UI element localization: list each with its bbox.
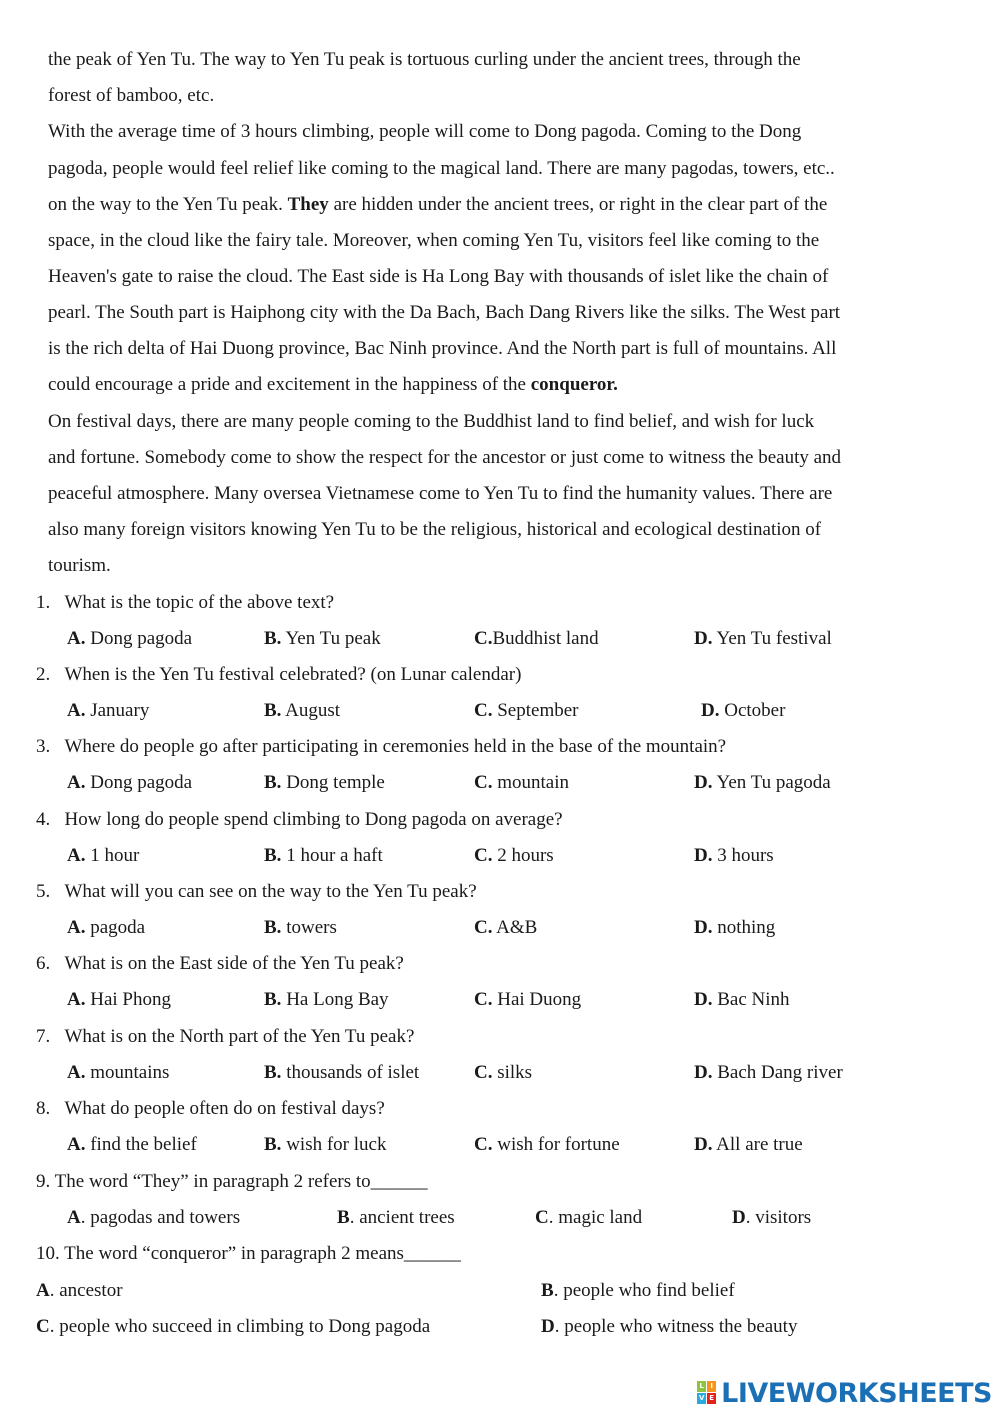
option-10a[interactable]: A. ancestor	[36, 1280, 123, 1301]
option-8a[interactable]: A. find the belief	[67, 1134, 197, 1155]
passage-line: is the rich delta of Hai Duong province, Bac Ninh province. And the North part is full of mountains. All	[48, 338, 837, 359]
passage-line: Heaven's gate to raise the cloud. The East side is Ha Long Bay with thousands of islet like the chain of	[48, 266, 829, 287]
passage-line: the peak of Yen Tu. The way to Yen Tu peak is tortuous curling under the ancient trees, through the	[48, 49, 801, 70]
option-1a[interactable]: A. Dong pagoda	[67, 628, 193, 649]
question-6: 6. What is on the East side of the Yen Tu peak?	[36, 953, 404, 974]
highlight-word: conqueror.	[530, 374, 618, 395]
option-3a[interactable]: A. Dong pagoda	[67, 772, 193, 793]
option-8d[interactable]: D. All are true	[694, 1134, 803, 1155]
question-4: 4. How long do people spend climbing to Dong pagoda on average?	[36, 809, 563, 830]
option-2d[interactable]: D. October	[701, 700, 786, 721]
option-2c[interactable]: C. September	[474, 700, 579, 721]
option-8c[interactable]: C. wish for fortune	[474, 1134, 620, 1155]
option-2a[interactable]: A. January	[67, 700, 150, 721]
option-9a[interactable]: A. pagodas and towers	[67, 1207, 241, 1228]
option-7b[interactable]: B. thousands of islet	[264, 1062, 420, 1083]
option-7c[interactable]: C. silks	[474, 1062, 533, 1083]
option-6b[interactable]: B. Ha Long Bay	[264, 989, 389, 1010]
option-2b[interactable]: B. August	[264, 700, 341, 721]
question-2: 2. When is the Yen Tu festival celebrated? (on Lunar calendar)	[36, 664, 522, 685]
passage-line: forest of bamboo, etc.	[48, 85, 215, 106]
liveworksheets-logo[interactable]	[697, 1377, 992, 1409]
question-1: 1. What is the topic of the above text?	[36, 592, 335, 613]
passage-line: On festival days, there are many people coming to the Buddhist land to find belief, and wish for luck	[48, 411, 815, 432]
option-1c[interactable]: C.Buddhist land	[474, 628, 599, 649]
option-1b[interactable]: B. Yen Tu peak	[264, 628, 381, 649]
passage-line: tourism.	[48, 555, 111, 576]
option-7a[interactable]: A. mountains	[67, 1062, 170, 1083]
question-10: 10. The word “conqueror” in paragraph 2 means______	[36, 1243, 461, 1264]
option-9b[interactable]: B. ancient trees	[337, 1207, 455, 1228]
option-3b[interactable]: B. Dong temple	[264, 772, 385, 793]
logo-mark-icon: L I V E	[697, 1381, 717, 1405]
option-6a[interactable]: A. Hai Phong	[67, 989, 171, 1010]
passage-line: pearl. The South part is Haiphong city with the Da Bach, Bach Dang Rivers like the silks. The West part	[48, 302, 841, 323]
option-6d[interactable]: D. Bac Ninh	[694, 989, 790, 1010]
question-3: 3. Where do people go after participating in ceremonies held in the base of the mountain?	[36, 736, 727, 757]
option-4a[interactable]: A. 1 hour	[67, 845, 140, 866]
option-4c[interactable]: C. 2 hours	[474, 845, 554, 866]
option-5b[interactable]: B. towers	[264, 917, 337, 938]
passage-line: With the average time of 3 hours climbing, people will come to Dong pagoda. Coming to the Dong	[48, 121, 802, 142]
question-5: 5. What will you can see on the way to the Yen Tu peak?	[36, 881, 477, 902]
option-10d[interactable]: D. people who witness the beauty	[541, 1316, 798, 1337]
option-9c[interactable]: C. magic land	[535, 1207, 643, 1228]
option-5d[interactable]: D. nothing	[694, 917, 776, 938]
passage-line: on the way to the Yen Tu peak. They are hidden under the ancient trees, or right in the clear part of the	[48, 194, 828, 215]
highlight-word: They	[287, 194, 329, 215]
option-7d[interactable]: D. Bach Dang river	[694, 1062, 843, 1083]
option-10c[interactable]: C. people who succeed in climbing to Dong pagoda	[36, 1316, 431, 1337]
passage-line: and fortune. Somebody come to show the respect for the ancestor or just come to witness the beauty and	[48, 447, 842, 468]
option-9d[interactable]: D. visitors	[732, 1207, 812, 1228]
question-7: 7. What is on the North part of the Yen Tu peak?	[36, 1026, 415, 1047]
logo-text: LIVEWORKSHEETS	[721, 1377, 992, 1409]
question-8: 8. What do people often do on festival days?	[36, 1098, 385, 1119]
passage-line: could encourage a pride and excitement in the happiness of the conqueror.	[48, 374, 618, 395]
option-5a[interactable]: A. pagoda	[67, 917, 146, 938]
option-4b[interactable]: B. 1 hour a haft	[264, 845, 383, 866]
passage-line: also many foreign visitors knowing Yen Tu to be the religious, historical and ecological destination of	[48, 519, 822, 540]
option-1d[interactable]: D. Yen Tu festival	[694, 628, 832, 649]
question-9: 9. The word “They” in paragraph 2 refers to______	[36, 1171, 428, 1192]
option-4d[interactable]: D. 3 hours	[694, 845, 774, 866]
passage-line: peaceful atmosphere. Many oversea Vietnamese come to Yen Tu to find the humanity values. There are	[48, 483, 833, 504]
option-5c[interactable]: C. A&B	[474, 917, 538, 938]
option-8b[interactable]: B. wish for luck	[264, 1134, 387, 1155]
passage-line: pagoda, people would feel relief like coming to the magical land. There are many pagodas, towers, etc..	[48, 158, 835, 179]
option-6c[interactable]: C. Hai Duong	[474, 989, 582, 1010]
passage-line: space, in the cloud like the fairy tale. Moreover, when coming Yen Tu, visitors feel like coming to the	[48, 230, 820, 251]
option-3d[interactable]: D. Yen Tu pagoda	[694, 772, 831, 793]
option-10b[interactable]: B. people who find belief	[541, 1280, 735, 1301]
option-3c[interactable]: C. mountain	[474, 772, 570, 793]
